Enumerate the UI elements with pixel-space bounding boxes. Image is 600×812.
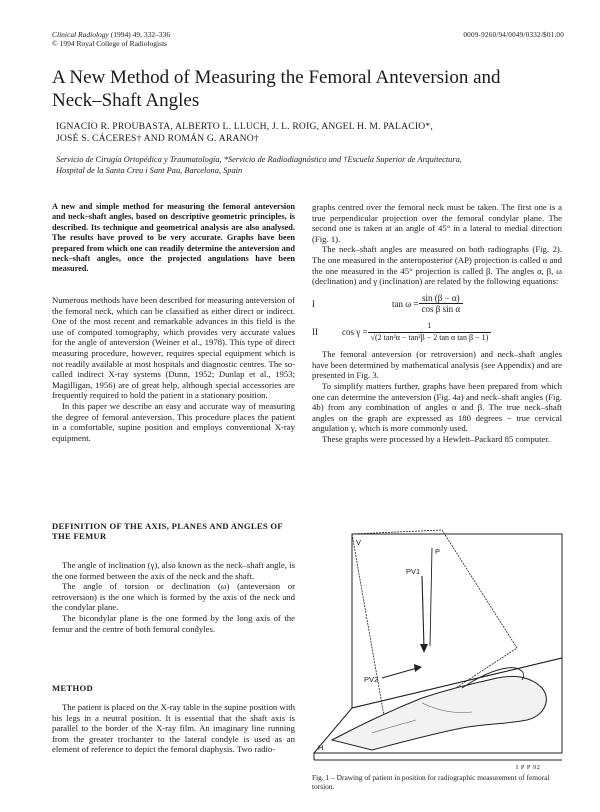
label-p: P [435, 547, 441, 556]
pv2-arrowhead [414, 664, 422, 672]
figure-id: I P P 92 [516, 764, 541, 771]
method-paragraph-1: The patient is placed on the X-ray table in the supine position with his legs in a neutral position. It is essential that the shaft axis is parallel to the border of the X-ray film. An imaginary line running from the greater trochanter to the lateral condyle is used as an element of reference to depict the femoral diaphysis. Two radio- [52, 702, 295, 755]
affiliation-line-2: Hospital de la Santa Creu i Sant Pau, Barcelona, Spain [56, 166, 243, 175]
equation-1 [312, 293, 562, 315]
article-title: A New Method of Measuring the Femoral Anteversion and Neck–Shaft Angles [52, 67, 501, 111]
projection-line-p [430, 548, 432, 646]
abstract: A new and simple method for measuring the femoral anteversion and neck–shaft angles, based on descriptive geometric principles, is described. Its technique and geometrical analysis are also analysed. The results have proved to be very accurate. Graphs have been prepared from which one can readily determine the anteversion and neck–shaft angles, once the projected angulations have been measured. [52, 202, 295, 274]
section-heading-method: METHOD [52, 683, 93, 693]
equation-2-lhs: cos γ = [342, 326, 368, 337]
equation-2 [312, 321, 562, 343]
equation-2-label: II [312, 326, 318, 337]
equation-1-denominator: cos β sin α [421, 304, 461, 315]
right-paragraph-2: The neck–shaft angles are measured on both radiographs (Fig. 2). The one measured in the anteroposterior (AP) projection is called α and the one measured in the 45° projection is called β. The angles α, β, ω (declination) and γ (inclination) are related by the following equations: [312, 244, 562, 287]
right-paragraph-4: To simplify matters further, graphs have been prepared from which one can determine the anteversion (Fig. 4a) and neck–shaft angles (Fig. 4b) from any combination of angles α and β. The true neck–shaft angles on the graph are expressed as 180 degrees − true cervical angulation γ, which is more commonly used. [312, 380, 562, 434]
section-heading-definitions: DEFINITION OF THE AXIS, PLANES AND ANGLES OF THE FEMUR [52, 521, 283, 542]
intro-paragraph-1: Numerous methods have been described for measuring anteversion of the femoral neck, which can be classified as either direct or indirect. One of the most recent and remarkable advances in this field is the use of computed tomography, which provides very accurate values for the angle of anteversion (Weiner et al., 1978). This type of direct measuring procedure, however, requires special equipment which is not readily available at most hospitals and diagnostic centres. The so-called indirect X-ray systems (Dunn, 1952; Dunlap et al., 1953; Magilligan, 1956) are of great help, although special accessories are frequently required to hold the patient in a stationary position. [52, 295, 295, 401]
figure-1-drawing [312, 528, 574, 770]
definition-paragraph-2: The angle of torsion or declination (ω) (anteversion or retroversion) is the one which is formed by the axis of the neck and the condylar plane. [52, 581, 295, 613]
equation-2-fraction [368, 321, 492, 343]
journal-volume: (1994) 49, 332–336 [108, 30, 171, 39]
author-line-2: JOSÉ S. CÁCERES† AND ROMÁN G. ARANO† [56, 133, 259, 144]
definition-paragraph-1: The angle of inclination (γ), also known as the neck–shaft angle, is the one formed between the axis of the neck and the shaft. [52, 560, 295, 581]
pv1-arrow [422, 576, 424, 648]
introduction-section [52, 295, 295, 443]
definitions-section [52, 560, 295, 634]
pv2-arrow [382, 668, 417, 678]
definition-paragraph-3: The bicondylar plane is the one formed by the long axis of the femur and the centre of both femoral condyles. [52, 612, 295, 634]
journal-name: Clinical Radiology [52, 30, 109, 39]
label-pv1: PV1 [406, 567, 421, 576]
intro-paragraph-2: In this paper we describe an easy and accurate way of measuring the degree of femoral anteversion. This procedure places the patient in a comfortable, supine position and employs conventional X-ray equipment. [52, 400, 295, 443]
equation-1-fraction [419, 293, 464, 315]
affiliation [56, 154, 546, 176]
author-line-1: IGNACIO R. PROUBASTA, ALBERTO L. LLUCH, J. L. ROIG, ANGEL H. M. PALACIO*, [56, 121, 433, 132]
author-list [56, 121, 526, 145]
method-section [52, 702, 295, 755]
label-h: H [318, 743, 324, 752]
doi-code: 0009-9260/94/0049/0332/$01.00 [463, 31, 564, 39]
label-pv2: PV2 [364, 675, 379, 684]
right-paragraph-1: graphs centred over the femoral neck must be taken. The first one is a true perpendicular projection over the femoral condylar plane. The second one is taken at an angle of 45° in a lateral to medial direction (Fig. 1). [312, 202, 562, 244]
equation-1-numerator: sin (β − α) [419, 293, 464, 305]
copyright-line: © 1994 Royal College of Radiologists [52, 39, 168, 48]
affiliation-line-1: Servicio de Cirugía Ortopédica y Traumatología, *Servicio de Radiodiagnóstico and †Escuela Superior de Arquitectura, [56, 155, 462, 164]
journal-citation [52, 30, 170, 48]
equation-1-lhs: tan ω = [392, 298, 419, 309]
equation-2-numerator: 1 [368, 321, 492, 333]
equation-2-denominator: √(2 tan²α − tan²β − 2 tan α tan β − 1) [370, 332, 489, 342]
right-column-text [312, 202, 562, 444]
right-paragraph-5: These graphs were processed by a Hewlett–Packard 85 computer. [322, 433, 550, 444]
pv1-arrowhead [420, 644, 428, 653]
equation-1-label: I [312, 298, 315, 309]
figure-1-caption: Fig. 1 – Drawing of patient in position for radiographic measurement of femoral torsion. [312, 773, 550, 792]
label-v: V [356, 538, 362, 547]
right-paragraph-3: The femoral anteversion (or retroversion) and neck–shaft angles have been determined by mathematical analysis (see Appendix) and are presented in Fig. 3. [312, 349, 562, 381]
